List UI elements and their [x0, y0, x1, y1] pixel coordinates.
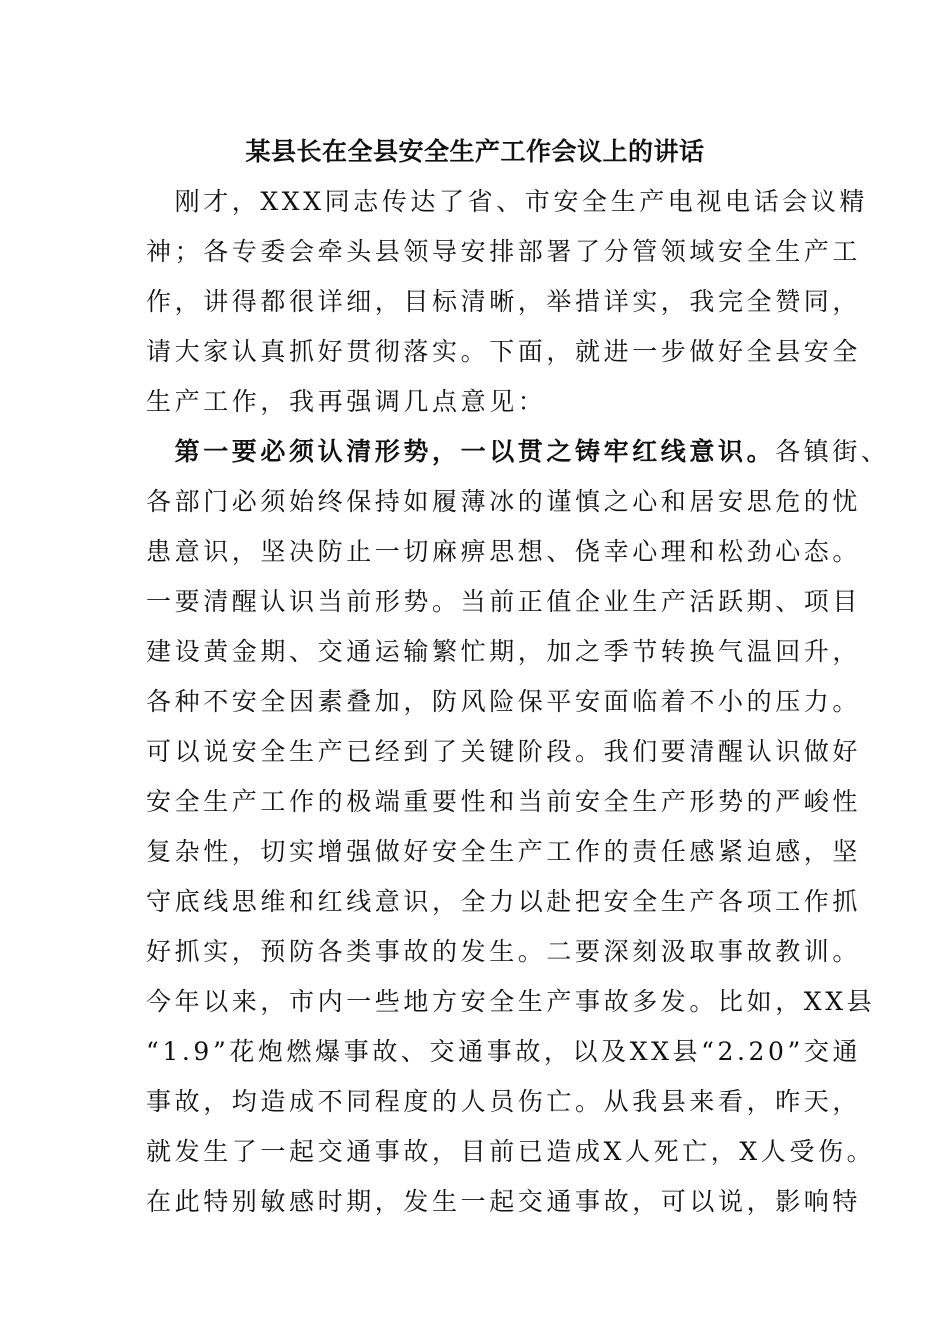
section-heading: 第一要必须认清形势，一以贯之铸牢红线意识。: [146, 437, 776, 466]
paragraph-line: 作，讲得都很详细，目标清晰，举措详实，我完全赞同，: [146, 287, 862, 316]
paragraph-line: 事故，均造成不同程度的人员伤亡。从我县来看，昨天，: [146, 1087, 862, 1116]
paragraph-line: 各部门必须始终保持如履薄冰的谨慎之心和居安思危的忧: [146, 487, 862, 516]
paragraph-line: 在此特别敏感时期，发生一起交通事故，可以说，影响特: [146, 1187, 862, 1216]
paragraph-line: 复杂性，切实增强做好安全生产工作的责任感紧迫感，坚: [146, 837, 862, 866]
paragraph-line: 就发生了一起交通事故，目前已造成X人死亡，X人受伤。: [146, 1137, 876, 1166]
paragraph-line: 好抓实，预防各类事故的发生。二要深刻汲取事故教训。: [146, 937, 862, 966]
paragraph-line: 各种不安全因素叠加，防风险保平安面临着不小的压力。: [146, 687, 862, 716]
paragraph-line: 患意识，坚决防止一切麻痹思想、侥幸心理和松劲心态。: [146, 537, 862, 566]
document-title: 某县长在全县安全生产工作会议上的讲话: [245, 137, 705, 166]
paragraph-line: 可以说安全生产已经到了关键阶段。我们要清醒认识做好: [146, 737, 862, 766]
paragraph-line: 守底线思维和红线意识，全力以赴把安全生产各项工作抓: [146, 887, 862, 916]
paragraph-line: 刚才，XXX同志传达了省、市安全生产电视电话会议精: [146, 187, 868, 216]
paragraph-line: 请大家认真抓好贯彻落实。下面，就进一步做好全县安全: [146, 337, 862, 366]
section-first-line: [146, 428, 890, 476]
paragraph-line: 建设黄金期、交通运输繁忙期，加之季节转换气温回升，: [146, 637, 862, 666]
paragraph-line: 今年以来，市内一些地方安全生产事故多发。比如，XX县: [146, 987, 876, 1016]
section-heading-tail: 各镇街、: [775, 437, 890, 466]
paragraph-line: 安全生产工作的极端重要性和当前安全生产形势的严峻性: [146, 787, 862, 816]
paragraph-line: 生产工作，我再强调几点意见：: [146, 387, 547, 416]
paragraph-line: 一要清醒认识当前形势。当前正值企业生产活跃期、项目: [146, 587, 862, 616]
paragraph-line: 神；各专委会牵头县领导安排部署了分管领域安全生产工: [146, 237, 862, 266]
paragraph-line: “1.9”花炮燃爆事故、交通事故，以及XX县“2.20”交通: [146, 1037, 862, 1066]
